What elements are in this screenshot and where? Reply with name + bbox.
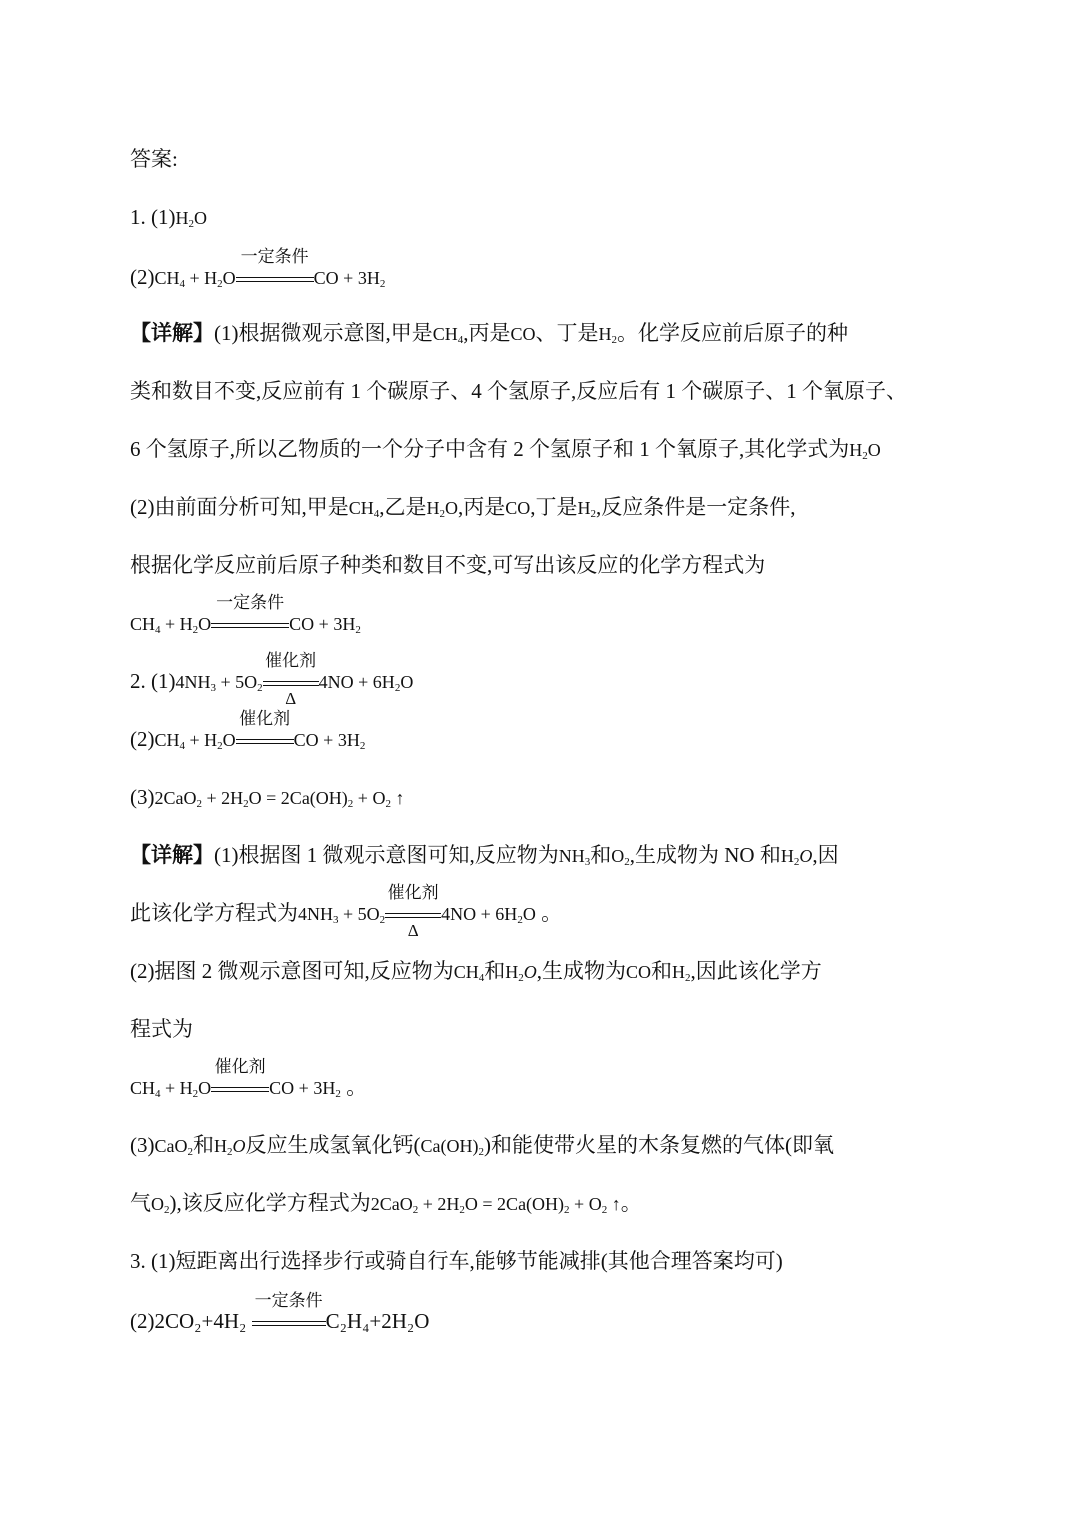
q1-detail-line5: 根据化学反应前后原子种类和数目不变,可写出该反应的化学方程式为 xyxy=(130,553,766,577)
q1-detail-line1: 【详解】(1)根据微观示意图,甲是$CH_4$,丙是CO、丁是$H_2$。化学反应前后原子的种 xyxy=(130,321,849,346)
q2-part3-equation: $(3)2CaO_2 + 2H_2O = 2Ca(OH)_2 + O_2$ ↑ xyxy=(130,785,405,810)
q2-detail-line6: 气$O_2$),该反应化学方程式为$2CaO_2 + 2H_2O = 2Ca(OH)_2 + O_2$ ↑。 xyxy=(130,1191,642,1216)
q2-part1-equation: 2. $(1)4NH_3 + 5O_2$ 催化剂 Δ $4NO + 6H_2O$ xyxy=(130,651,414,708)
q1-detail-line4: (2)由前面分析可知,甲是$CH_4$,乙是$H_2O$,丙是CO,丁是$H_2$,反应条件是一定条件, xyxy=(130,495,796,520)
q2-number: 2. xyxy=(130,669,146,693)
q1-detail-line3: 6 个氢原子,所以乙物质的一个分子中含有 2 个氢原子和 1 个氧原子,其化学式为$H_2O$ xyxy=(130,437,881,462)
q1-part2-equation: $(2)CH_4 + H_2O$ 一定条件 CO + $3H_2$ xyxy=(130,247,386,290)
q2-detail-line5: (3)CaO$_2$和$H_2O$反应生成氢氧化钙$(Ca(OH)_2)$和能使带火星的木条复燃的气体(即氧 xyxy=(130,1133,834,1158)
q1-detail-line2: 类和数目不变,反应前有 1 个碳原子、4 个氢原子,反应后有 1 个碳原子、1 个氧原子、 xyxy=(130,379,907,403)
q2-detail-line2: 此该化学方程式为$4NH_3 + 5O_2$ 催化剂 Δ $4NO + 6H_2O$ 。 xyxy=(130,883,563,940)
q2-part2-equation: $(2)CH_4 + H_2O$ 催化剂 CO + $3H_2$ xyxy=(130,709,366,752)
q1-detail-equation: $CH_4 + H_2O$ 一定条件 CO + $3H_2$ xyxy=(130,593,361,636)
q2-detail-line4: 程式为 xyxy=(130,1017,193,1041)
q2-detail-line3: (2)据图 2 微观示意图可知,反应物为$CH_4$和$H_2O$,生成物为CO和$H_2$,因此该化学方 xyxy=(130,959,822,984)
q3-number: 3. xyxy=(130,1249,146,1273)
answers-heading: 答案: xyxy=(130,147,178,171)
q2-detail-equation: $CH_4 + H_2O$ 催化剂 CO + $3H_2$ 。 xyxy=(130,1057,368,1100)
q1-number: 1. xyxy=(130,205,146,229)
q2-detail-line1: 【详解】(1)根据图 1 微观示意图可知,反应物为$NH_3$和$O_2$,生成物为 NO 和$H_2O$,因 xyxy=(130,843,839,868)
q3-part1: 3. (1)短距离出行选择步行或骑自行车,能够节能减排(其他合理答案均可) xyxy=(130,1249,783,1273)
q3-part2-equation: (2)2CO₂+4H₂ 一定条件 C₂H₄+2H₂O xyxy=(130,1291,430,1333)
q1-part1: 1. $(1)H_2O$ xyxy=(130,205,207,230)
